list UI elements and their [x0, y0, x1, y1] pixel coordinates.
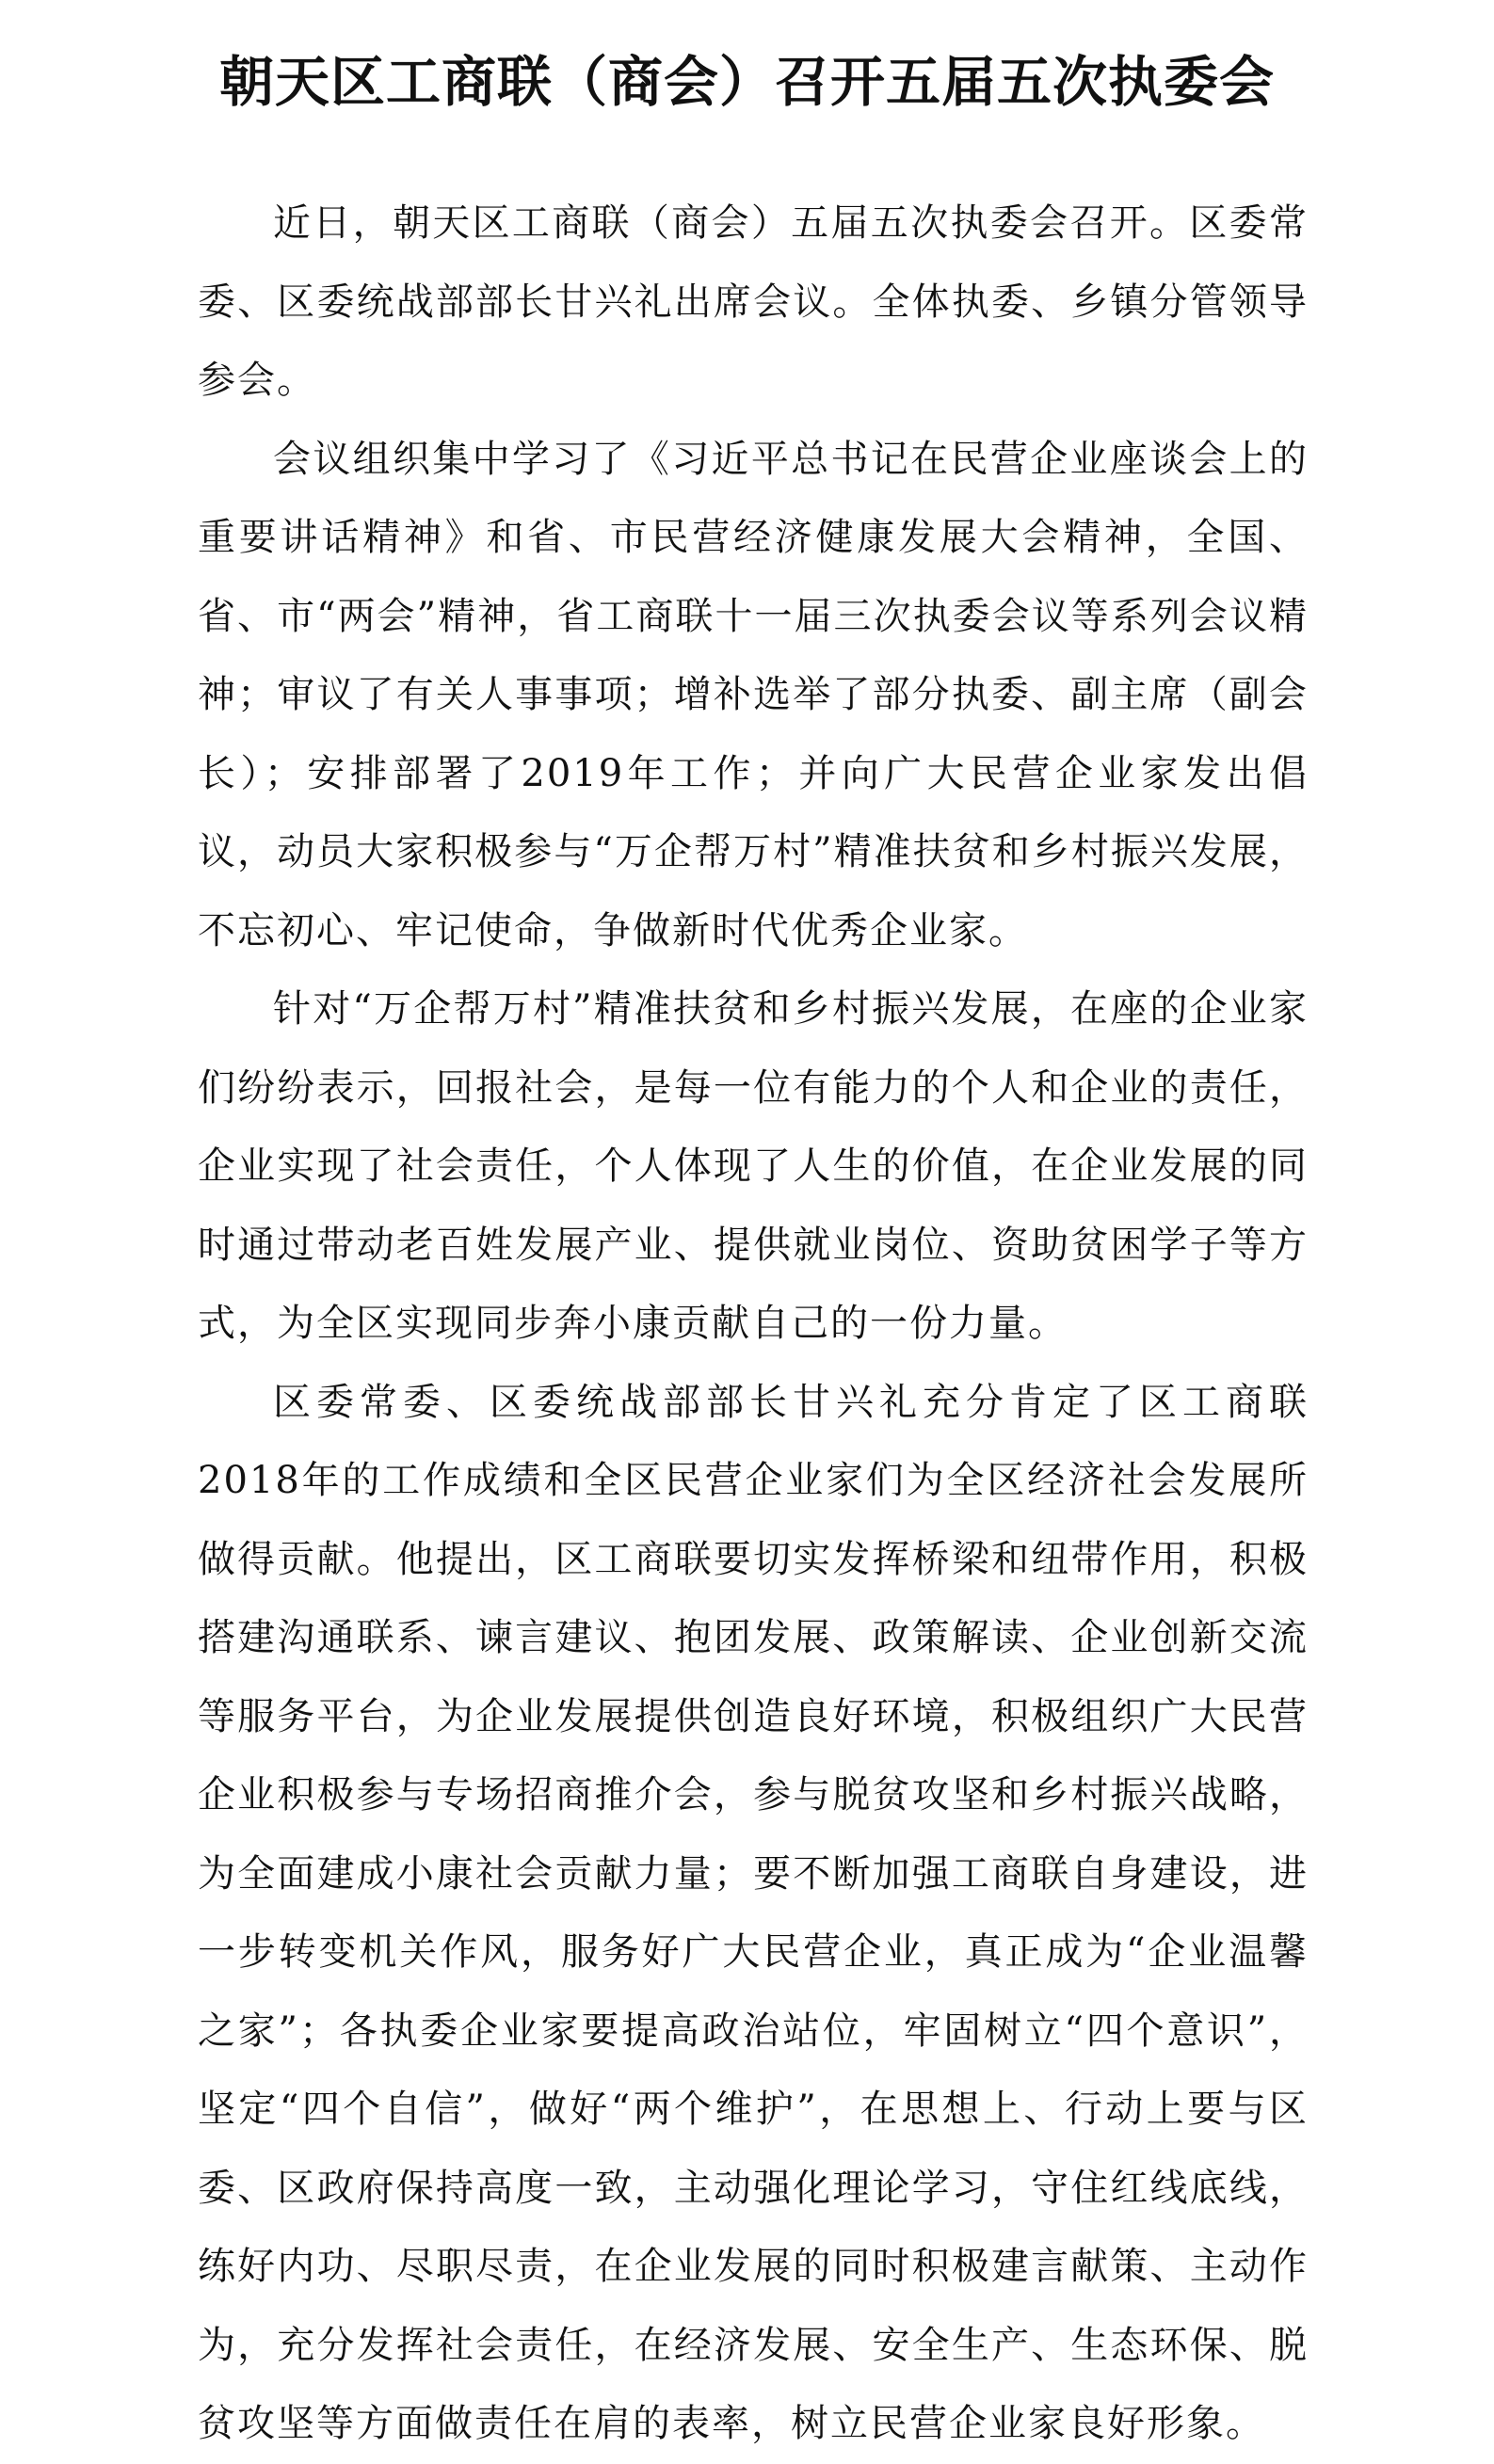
- article-body: [198, 184, 1309, 2464]
- paragraph-2: 会议组织集中学习了《习近平总书记在民营企业座谈会上的重要讲话精神》和省、市民营经济健康发展大会精神，全国、省、市“两会”精神，省工商联十一届三次执委会议等系列会议精神；审议了有关人事事项；增补选举了部分执委、副主席（副会长）；安排部署了2019年工作；并向广大民营企业家发出倡议，动员大家积极参与“万企帮万村”精准扶贫和乡村振兴发展，不忘初心、牢记使命，争做新时代优秀企业家。: [198, 437, 1309, 952]
- paragraph-3: 针对“万企帮万村”精准扶贫和乡村振兴发展，在座的企业家们纷纷表示，回报社会，是每一位有能力的个人和企业的责任，企业实现了社会责任，个人体现了人生的价值，在企业发展的同时通过带动老百姓发展产业、提供就业岗位、资助贫困学子等方式，为全区实现同步奔小康贡献自己的一份力量。: [198, 987, 1309, 1345]
- paragraph-1: 近日，朝天区工商联（商会）五届五次执委会召开。区委常委、区委统战部部长甘兴礼出席会议。全体执委、乡镇分管领导参会。: [198, 201, 1309, 402]
- paragraph-4: 区委常委、区委统战部部长甘兴礼充分肯定了区工商联2018年的工作成绩和全区民营企业家们为全区经济社会发展所做得贡献。他提出，区工商联要切实发挥桥梁和纽带作用，积极搭建沟通联系、谏言建议、抱团发展、政策解读、企业创新交流等服务平台，为企业发展提供创造良好环境，积极组织广大民营企业积极参与专场招商推介会，参与脱贫攻坚和乡村振兴战略，为全面建成小康社会贡献力量；要不断加强工商联自身建设，进一步转变机关作风，服务好广大民营企业，真正成为“企业温馨之家”；各执委企业家要提高政治站位，牢固树立“四个意识”，坚定“四个自信”，做好“两个维护”，在思想上、行动上要与区委、区政府保持高度一致，主动强化理论学习，守住红线底线，练好内功、尽职尽责，在企业发展的同时积极建言献策、主动作为，充分发挥社会责任，在经济发展、安全生产、生态环保、脱贫攻坚等方面做责任在肩的表率，树立民营企业家良好形象。: [198, 1380, 1309, 2445]
- article-title: 朝天区工商联（商会）召开五届五次执委会: [218, 49, 1275, 114]
